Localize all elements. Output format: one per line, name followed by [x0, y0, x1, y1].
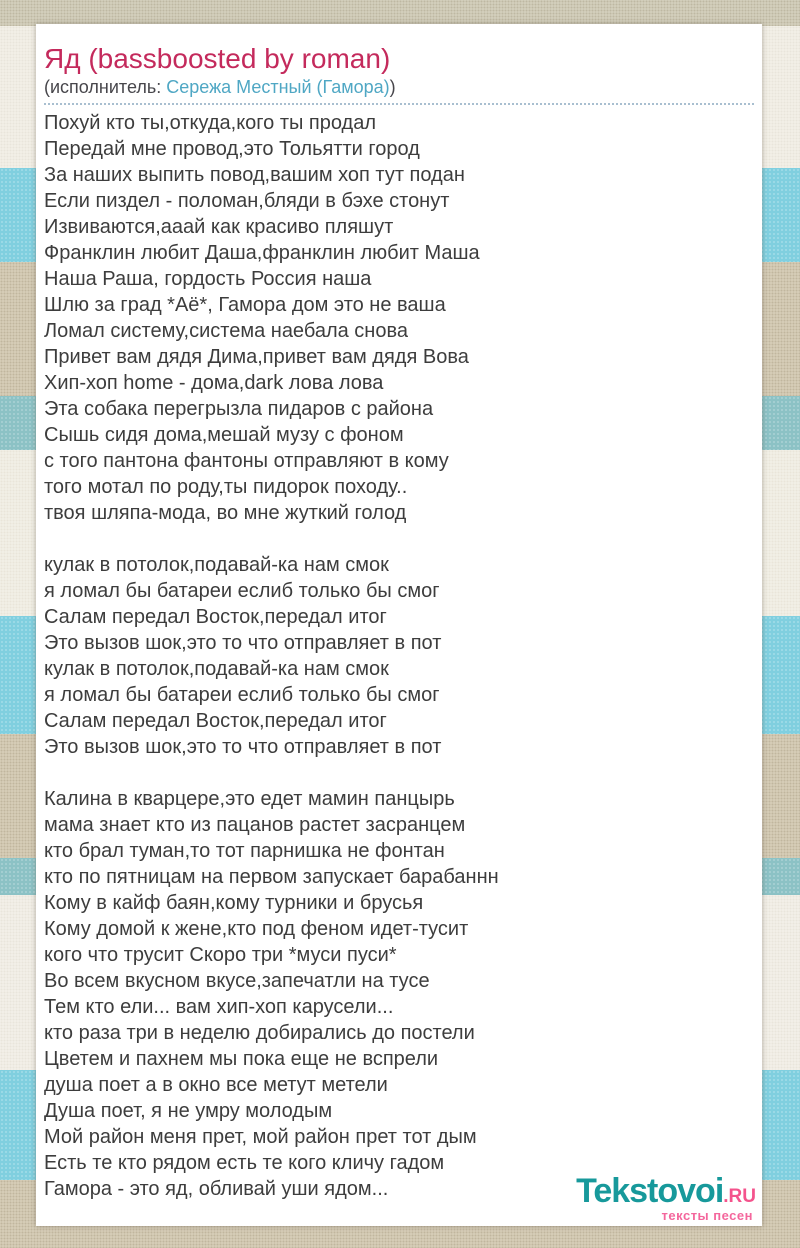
lyric-line: того мотал по роду,ты пидорок походу.. — [44, 476, 408, 498]
lyric-line: Привет вам дядя Дима,привет вам дядя Вова — [44, 346, 469, 368]
lyric-line: Во всем вкусном вкусе,запечатли на тусе — [44, 970, 430, 992]
artist-link[interactable]: Сережа Местный (Гамора) — [166, 77, 390, 97]
lyric-line: душа поет а в окно все метут метели — [44, 1074, 388, 1096]
lyric-line — [44, 760, 754, 786]
lyric-line: Салам передал Восток,передал итог — [44, 710, 387, 732]
background-stripe — [0, 0, 800, 26]
lyric-line: Кому в кайф баян,кому турники и брусья — [44, 892, 424, 914]
lyric-line: Кому домой к жене,кто под феном идет-тусит — [44, 918, 469, 940]
lyric-line: Передай мне провод,это Тольятти город — [44, 138, 420, 160]
lyric-line: Калина в кварцере,это едет мамин панцырь — [44, 788, 455, 810]
lyric-line: Это вызов шок,это то что отправляет в пот — [44, 736, 442, 758]
lyric-line: Сышь сидя дома,мешай музу с фоном — [44, 424, 404, 446]
lyrics-text — [44, 110, 754, 1202]
lyric-line: Шлю за град *Аё*, Гамора дом это не ваша — [44, 294, 446, 316]
lyric-line: мама знает кто из пацанов растет засранцем — [44, 814, 466, 836]
lyric-line: кто брал туман,то тот парнишка не фонтан — [44, 840, 445, 862]
lyric-line: Душа поет, я не умру молодым — [44, 1100, 333, 1122]
lyric-line — [44, 526, 754, 552]
lyric-line: Если пиздел - поломан,бляди в бэхе стонут — [44, 190, 450, 212]
lyric-line: Цветем и пахнем мы пока еще не вспрели — [44, 1048, 439, 1070]
lyric-line: кто раза три в неделю добирались до постели — [44, 1022, 475, 1044]
artist-line — [44, 77, 754, 98]
lyrics-card — [36, 24, 762, 1226]
lyric-line: кто по пятницам на первом запускает барабаннн — [44, 866, 499, 888]
lyric-line: твоя шляпа-мода, во мне жуткий голод — [44, 502, 407, 524]
lyric-line: Эта собака перегрызла пидаров с района — [44, 398, 434, 420]
lyric-line: Ломал систему,система наебала снова — [44, 320, 408, 342]
lyric-line: Тем кто ели... вам хип-хоп карусели... — [44, 996, 394, 1018]
lyric-line: Наша Раша, гордость Россия наша — [44, 268, 372, 290]
lyric-line: Франклин любит Даша,франклин любит Маша — [44, 242, 480, 264]
lyric-line: Это вызов шок,это то что отправляет в пот — [44, 632, 442, 654]
lyric-line: Есть те кто рядом есть те кого кличу гадом — [44, 1152, 445, 1174]
site-logo-wordmark — [576, 1174, 756, 1208]
lyric-line: За наших выпить повод,вашим хоп тут подан — [44, 164, 465, 186]
artist-label: (исполнитель: — [44, 77, 167, 97]
lyric-line: Мой район меня прет, мой район прет тот дым — [44, 1126, 477, 1148]
lyric-line: я ломал бы батареи еслиб только бы смог — [44, 684, 440, 706]
lyric-line: Хип-хоп home - дома,dark лова лова — [44, 372, 384, 394]
lyric-line: Салам передал Восток,передал итог — [44, 606, 387, 628]
lyric-line: Гамора - это яд, обливай уши ядом... — [44, 1178, 389, 1200]
lyric-line: кулак в потолок,подавай-ка нам смок — [44, 554, 389, 576]
site-logo-name: Tekstovoi — [576, 1172, 724, 1210]
site-logo-tagline: тексты песен — [661, 1208, 753, 1223]
song-title: Яд (bassboosted by roman) — [44, 43, 391, 74]
lyric-line: Похуй кто ты,откуда,кого ты продал — [44, 112, 377, 134]
lyric-line: кого что трусит Скоро три *муси пуси* — [44, 944, 397, 966]
site-logo[interactable] — [576, 1174, 756, 1222]
artist-close-paren: ) — [389, 77, 396, 97]
lyric-line: я ломал бы батареи еслиб только бы смог — [44, 580, 440, 602]
site-logo-domain: .RU — [723, 1186, 756, 1207]
lyric-line: кулак в потолок,подавай-ка нам смок — [44, 658, 389, 680]
lyric-line: с того пантона фантоны отправляют в кому — [44, 450, 449, 472]
lyric-line: Извиваются,ааай как красиво пляшут — [44, 216, 394, 238]
dotted-separator — [44, 103, 754, 105]
